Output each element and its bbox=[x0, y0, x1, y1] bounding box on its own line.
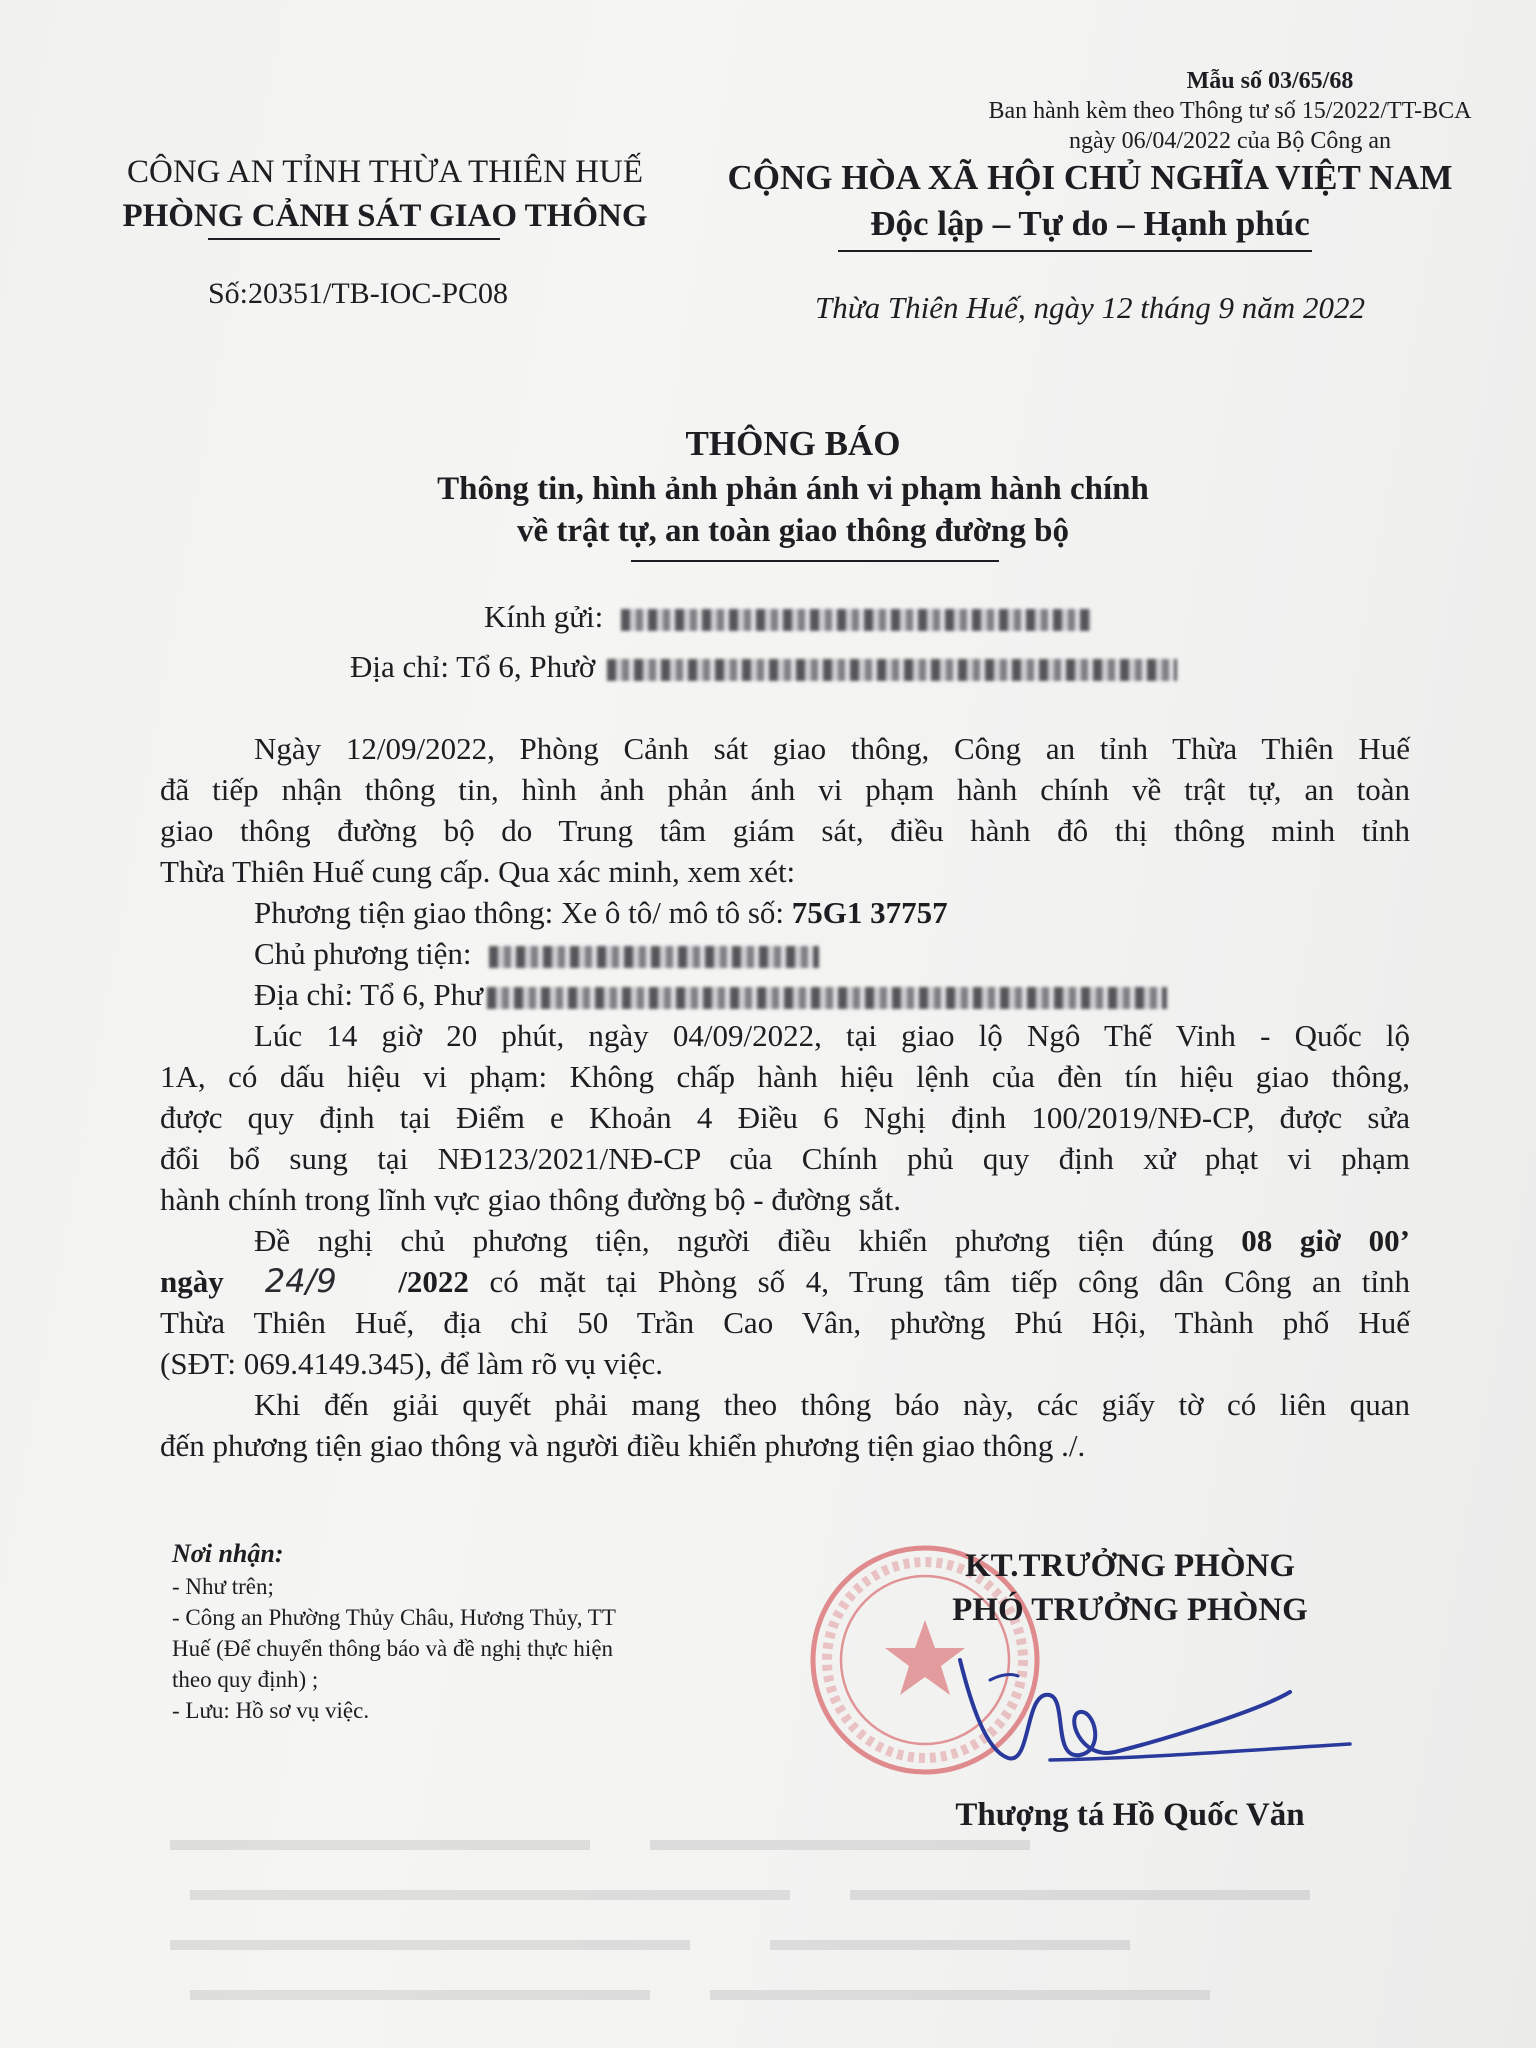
place-date: Thừa Thiên Huế, ngày 12 tháng 9 năm 2022 bbox=[815, 290, 1365, 325]
appointment-year: /2022 bbox=[398, 1264, 469, 1299]
recipient-item: Huế (Để chuyển thông báo và đề nghị thực hiện bbox=[172, 1636, 614, 1661]
signer-name: Thượng tá Hồ Quốc Văn bbox=[955, 1797, 1305, 1833]
owner-line bbox=[160, 933, 1410, 974]
recipients-header: Nơi nhận: bbox=[172, 1539, 284, 1568]
body-line: đến phương tiện giao thông và người điều khiển phương tiện giao thông ./. bbox=[160, 1428, 1086, 1463]
redacted-owner-address bbox=[487, 987, 1167, 1009]
body-line: Lúc 14 giờ 20 phút, ngày 04/09/2022, tại giao lộ Ngô Thế Vinh - Quốc lộ bbox=[254, 1018, 1410, 1053]
document-number: Số:20351/TB-IOC-PC08 bbox=[208, 277, 509, 310]
redacted-address bbox=[607, 659, 1177, 681]
issuer-dept: PHÒNG CẢNH SÁT GIAO THÔNG bbox=[122, 198, 648, 234]
appointment-place: có mặt tại Phòng số 4, Trung tâm tiếp công dân Công an tỉnh bbox=[468, 1264, 1411, 1299]
country-name: CỘNG HÒA XÃ HỘI CHỦ NGHĨA VIỆT NAM bbox=[727, 158, 1453, 197]
recipient-item: theo quy định) ; bbox=[172, 1667, 319, 1692]
owner-label: Chủ phương tiện: bbox=[254, 936, 472, 971]
form-number: Mẫu số 03/65/68 bbox=[1186, 68, 1354, 94]
addressee-to bbox=[484, 597, 1091, 637]
signer-role-1: KT.TRƯỞNG PHÒNG bbox=[965, 1548, 1295, 1584]
vehicle-label: Phương tiện giao thông: Xe ô tô/ mô tô số: bbox=[254, 895, 792, 930]
redacted-owner bbox=[489, 946, 819, 968]
body-line: Khi đến giải quyết phải mang theo thông báo này, các giấy tờ có liên quan bbox=[254, 1387, 1410, 1422]
body-line: (SĐT: 069.4149.345), để làm rõ vụ việc. bbox=[160, 1346, 663, 1381]
owner-address-label: Địa chỉ: Tổ 6, Phư bbox=[254, 977, 483, 1012]
recipients-block bbox=[172, 1538, 772, 1726]
national-header bbox=[700, 155, 1480, 247]
title-underline bbox=[631, 560, 999, 562]
motto-underline bbox=[838, 250, 1312, 252]
form-issued-line-1: Ban hành kèm theo Thông tư số 15/2022/TT-BCA bbox=[988, 98, 1472, 124]
body-line: đã tiếp nhận thông tin, hình ảnh phản ánh vi phạm hành chính về trật tự, an toàn bbox=[160, 772, 1410, 807]
title-sub-1: Thông tin, hình ảnh phản ánh vi phạm hành chính bbox=[437, 471, 1149, 507]
title-main: THÔNG BÁO bbox=[685, 424, 901, 463]
vehicle-line bbox=[160, 892, 1410, 933]
body-line: đổi bổ sung tại NĐ123/2021/NĐ-CP của Chính phủ quy định xử phạt vi phạm bbox=[160, 1141, 1410, 1176]
appointment-day-label: ngày bbox=[160, 1264, 224, 1299]
addressee-address bbox=[350, 647, 1177, 687]
owner-address-line bbox=[160, 974, 1410, 1015]
show-through-texture bbox=[150, 1830, 1390, 2040]
issuer-underline bbox=[208, 238, 500, 240]
handwritten-date: 24/9 bbox=[264, 1262, 337, 1300]
body-line: Thừa Thiên Huế cung cấp. Qua xác minh, xem xét: bbox=[160, 854, 796, 889]
recipient-item: - Lưu: Hồ sơ vụ việc. bbox=[172, 1698, 370, 1723]
signer-role-2: PHÓ TRƯỞNG PHÒNG bbox=[952, 1592, 1308, 1628]
notice-title bbox=[268, 420, 1318, 552]
to-label: Kính gửi: bbox=[484, 599, 604, 634]
redacted-name bbox=[621, 609, 1091, 631]
body-line: Ngày 12/09/2022, Phòng Cảnh sát giao thông, Công an tỉnh Thừa Thiên Huế bbox=[254, 731, 1410, 766]
body-line: 1A, có dấu hiệu vi phạm: Không chấp hành hiệu lệnh của đèn tín hiệu giao thông, bbox=[160, 1059, 1410, 1094]
appointment-text: Đề nghị chủ phương tiện, người điều khiển phương tiện đúng bbox=[254, 1223, 1242, 1258]
notice-body bbox=[160, 728, 1410, 1466]
issuer-org: CÔNG AN TỈNH THỪA THIÊN HUẾ bbox=[126, 154, 643, 190]
body-line: Thừa Thiên Huế, địa chỉ 50 Trần Cao Vân, phường Phú Hội, Thành phố Huế bbox=[160, 1305, 1410, 1340]
handwritten-signature-icon bbox=[930, 1640, 1360, 1790]
title-sub-2: về trật tự, an toàn giao thông đường bộ bbox=[516, 513, 1069, 549]
recipient-item: - Công an Phường Thủy Châu, Hương Thủy, TT bbox=[172, 1605, 616, 1630]
appointment-line-1 bbox=[160, 1220, 1410, 1261]
vehicle-plate: 75G1 37757 bbox=[791, 895, 948, 930]
form-issued-line-2: ngày 06/04/2022 của Bộ Công an bbox=[1069, 128, 1391, 154]
body-line: được quy định tại Điểm e Khoản 4 Điều 6 Nghị định 100/2019/NĐ-CP, được sửa bbox=[160, 1100, 1410, 1135]
appointment-time: 08 giờ 00’ bbox=[1241, 1223, 1410, 1258]
address-label: Địa chỉ: Tổ 6, Phườ bbox=[350, 649, 596, 684]
appointment-line-2 bbox=[160, 1261, 1410, 1302]
national-motto: Độc lập – Tự do – Hạnh phúc bbox=[870, 204, 1310, 243]
issuer-header bbox=[100, 150, 670, 238]
recipient-item: - Như trên; bbox=[172, 1574, 274, 1599]
form-number-block bbox=[830, 66, 1536, 156]
body-line: giao thông đường bộ do Trung tâm giám sát, điều hành đô thị thông minh tỉnh bbox=[160, 813, 1410, 848]
signature-block bbox=[820, 1544, 1440, 1632]
body-line: hành chính trong lĩnh vực giao thông đường bộ - đường sắt. bbox=[160, 1182, 901, 1217]
